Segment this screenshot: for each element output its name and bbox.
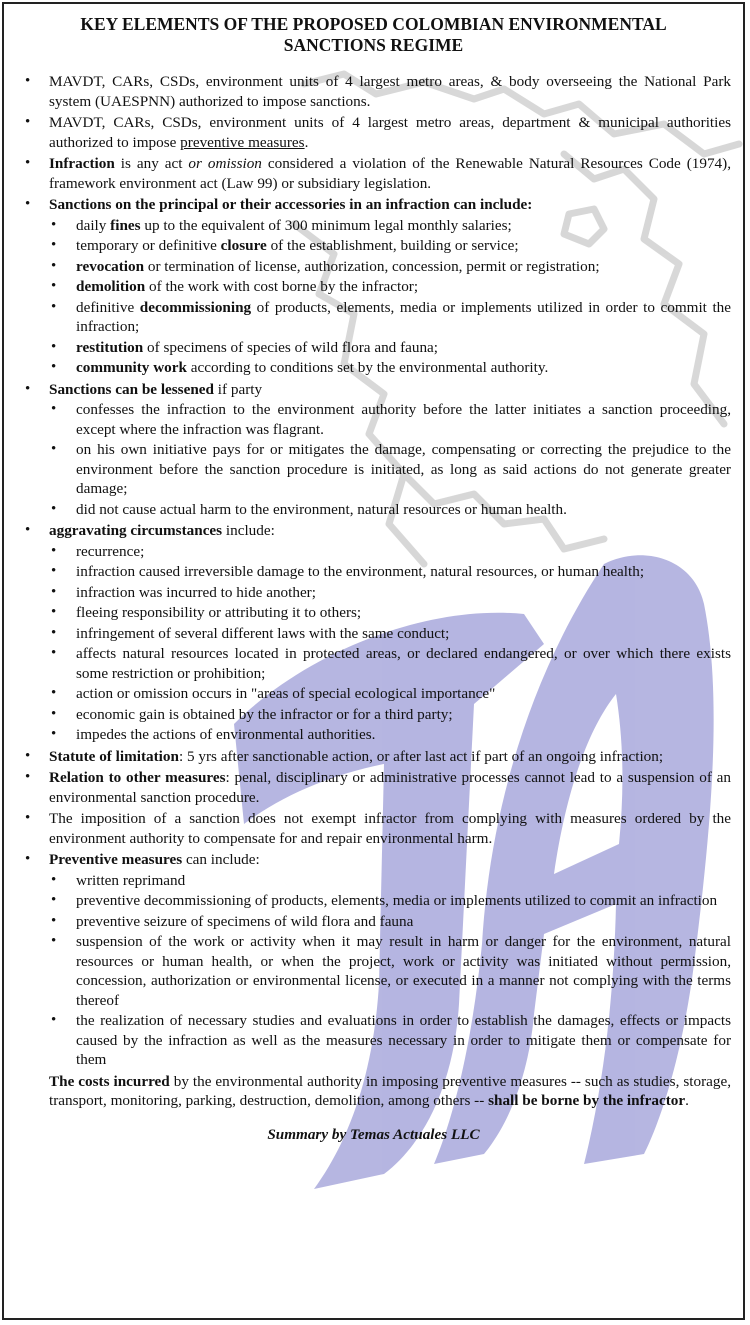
preventive-authorities-text: MAVDT, CARs, CSDs, environment units of 4 largest metro areas, department & municipal authorities authorized to impose — [49, 114, 731, 151]
lessened-heading: Sanctions can be lessened — [49, 380, 214, 398]
aggravating-heading: aggravating circumstances — [49, 522, 223, 539]
list-item: • did not cause actual harm to the environment, natural resources or human health. — [46, 500, 731, 520]
document-content — [4, 4, 743, 1144]
list-item: • written reprimand — [46, 871, 731, 891]
lessened-sublist — [49, 400, 731, 519]
document-title: KEY ELEMENTS OF THE PROPOSED COLOMBIAN ENVIRONMENTAL SANCTIONS REGIME — [80, 14, 667, 55]
list-item: • restitution of specimens of species of wild flora and fauna; — [46, 338, 731, 358]
imposition-text: The imposition of a sanction does not exempt infractor from complying with measures ordered by the environment authority to compensate for and repair environmental harm. — [49, 810, 731, 847]
list-item: • Preventive measures can include: • written reprimand • preventive decommissioning of products, elements, media or implements utilized to commit an infraction • preventive seizure of specimens of wild flora and fauna • suspension of the work or activity when it may result in harm or danger for the environment, natural resources or human health, or when the project, work or activity was initiated without permission, concession, authorization or environmental license, or executed in a manner not complying with the terms thereof • the realization of necessary studies and evaluations in order to establish the damages, effects or impacts caused by the infraction as well as the measures necessary in order to mitigate them or compensate for them — [16, 850, 731, 1070]
list-item: • recurrence; — [46, 542, 731, 562]
list-item: • aggravating circumstances include: • recurrence; • infraction caused irreversible damage to the environment, natural resources, or human health; • infraction was incurred to hide another; • fleeing responsibility or attributing it to others; • infringement of several different laws with the same conduct; • affects natural resources located in protected areas, or declared endangered, or over which there exists some restriction or prohibition; • action or omission occurs in "areas of special ecological importance" • economic gain is obtained by the infractor or for a third party; • impedes the actions of environmental authorities. — [16, 521, 731, 745]
list-item — [16, 72, 731, 111]
list-item: • confesses the infraction to the environment authority before the latter initiates a sanction proceeding, except where the infraction was flagrant. — [46, 400, 731, 439]
list-item — [16, 809, 731, 848]
list-item: • preventive seizure of specimens of wild flora and fauna — [46, 912, 731, 932]
list-item: • suspension of the work or activity when it may result in harm or danger for the environment, natural resources or human health, or when the project, work or activity was initiated without permission, concession, authorization or environmental license, or executed in a manner not complying with the terms thereof — [46, 932, 731, 1010]
preventive-measures-link: preventive measures — [180, 133, 305, 151]
list-item: • daily fines up to the equivalent of 300 minimum legal monthly salaries; — [46, 216, 731, 236]
list-item: • demolition of the work with cost borne by the infractor; — [46, 277, 731, 297]
summary-credit: Summary by Temas Actuales LLC — [267, 1125, 480, 1143]
main-list — [16, 72, 731, 1070]
list-item: • affects natural resources located in protected areas, or declared endangered, or over which there exists some restriction or prohibition; — [46, 644, 731, 683]
sanctions-heading: Sanctions on the principal or their accessories in an infraction can include: — [49, 196, 533, 213]
list-item: • temporary or definitive closure of the establishment, building or service; — [46, 236, 731, 256]
costs-paragraph: The costs incurred by the environmental authority in imposing preventive measures -- such as studies, storage, transport, monitoring, parking, destruction, demolition, among others -- shall be borne by the infractor. — [49, 1072, 731, 1109]
list-item: • the realization of necessary studies and evaluations in order to establish the damages, effects or impacts caused by the infraction as well as the measures necessary in order to mitigate them or compensate for them — [46, 1011, 731, 1070]
list-item: • infraction caused irreversible damage to the environment, natural resources, or human health; — [46, 562, 731, 582]
list-item: • infringement of several different laws with the same conduct; — [46, 624, 731, 644]
list-item: • MAVDT, CARs, CSDs, environment units of 4 largest metro areas, department & municipal authorities authorized to impose preventive measures. — [16, 113, 731, 152]
list-item: • on his own initiative pays for or mitigates the damage, compensating or correcting the prejudice to the environment before the sanction procedure is initiated, as long as said actions do not generate greater damage; — [46, 440, 731, 499]
sanction-authorities-text: MAVDT, CARs, CSDs, environment units of 4 largest metro areas, & body overseeing the National Park system (UAESPNN) authorized to impose sanctions. — [49, 73, 731, 110]
preventive-heading: Preventive measures — [49, 851, 183, 868]
list-item: • community work according to conditions set by the environmental authority. — [46, 358, 731, 378]
sanctions-sublist — [49, 216, 731, 378]
preventive-sublist — [49, 871, 731, 1070]
list-item: • revocation or termination of license, authorization, concession, permit or registration; — [46, 257, 731, 277]
statute-heading: Statute of limitation — [49, 747, 179, 765]
list-item: • Sanctions can be lessened if party • confesses the infraction to the environment authority before the latter initiates a sanction proceeding, except where the infraction was flagrant. • on his own initiative pays for or mitigates the damage, compensating or correcting the prejudice to the environment before the sanction procedure is initiated, as long as said actions do not generate greater damage; • did not cause actual harm to the environment, natural resources or human health. — [16, 380, 731, 520]
infraction-term: Infraction — [49, 155, 115, 172]
document-page — [2, 2, 745, 1320]
list-item: • Statute of limitation: 5 yrs after sanctionable action, or after last act if part of an ongoing infraction; — [16, 747, 731, 767]
list-item: • preventive decommissioning of products, elements, media or implements utilized to commit an infraction — [46, 891, 731, 911]
relation-heading: Relation to other measures — [49, 769, 226, 786]
list-item: • Relation to other measures: penal, disciplinary or administrative processes cannot lead to a suspension of an environmental sanction procedure. — [16, 768, 731, 807]
list-item — [16, 195, 731, 378]
list-item: • impedes the actions of environmental authorities. — [46, 725, 731, 745]
list-item: • fleeing responsibility or attributing it to others; — [46, 603, 731, 623]
list-item: • definitive decommissioning of products, elements, media or implements utilized in order to commit the infraction; — [46, 298, 731, 337]
list-item: • economic gain is obtained by the infractor or for a third party; — [46, 705, 731, 725]
list-item: • action or omission occurs in "areas of special ecological importance" — [46, 684, 731, 704]
aggravating-sublist — [49, 542, 731, 745]
list-item: • infraction was incurred to hide another; — [46, 583, 731, 603]
list-item: • Infraction is any act or omission considered a violation of the Renewable Natural Resources Code (1974), framework environment act (Law 99) or subsidiary legislation. — [16, 154, 731, 193]
